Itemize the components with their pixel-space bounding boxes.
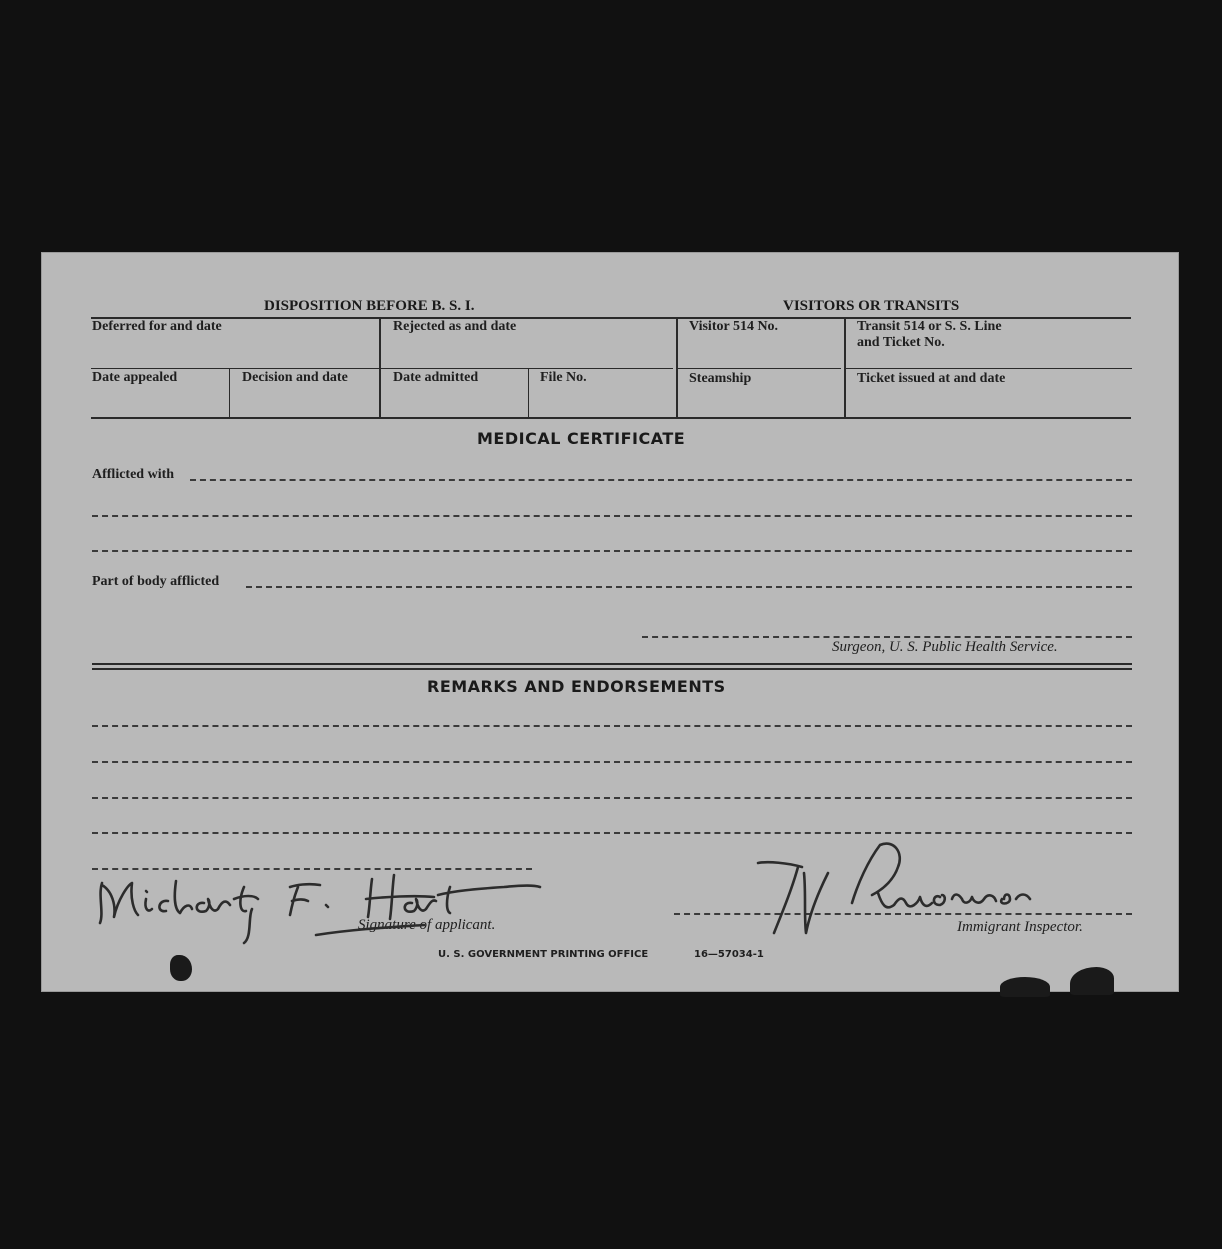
form-number: 16—57034-1 xyxy=(694,949,764,960)
immigration-card xyxy=(42,253,1178,991)
grid-divider-1 xyxy=(379,317,381,417)
double-rule-top xyxy=(92,663,1132,665)
disposition-title: DISPOSITION BEFORE B. S. I. xyxy=(264,298,475,314)
ink-blot xyxy=(170,955,192,981)
afflicted-label: Afflicted with xyxy=(92,467,175,482)
printing-office: U. S. GOVERNMENT PRINTING OFFICE xyxy=(438,949,649,960)
remarks-title: REMARKS AND ENDORSEMENTS xyxy=(427,677,726,696)
double-rule-bottom xyxy=(92,668,1132,670)
applicant-signature xyxy=(94,865,544,945)
visitor-label: Visitor 514 No. xyxy=(689,319,779,334)
remarks-line-1 xyxy=(92,725,1132,727)
decision-label: Decision and date xyxy=(242,370,348,385)
date-appealed-label: Date appealed xyxy=(92,370,178,385)
inspector-caption: Immigrant Inspector. xyxy=(957,919,1083,935)
rejected-label: Rejected as and date xyxy=(393,319,517,334)
part-of-body-line xyxy=(246,586,1132,588)
medical-certificate-title: MEDICAL CERTIFICATE xyxy=(477,429,686,448)
transit-label-line2: and Ticket No. xyxy=(857,335,945,350)
file-no-label: File No. xyxy=(540,370,587,385)
remarks-line-2 xyxy=(92,761,1132,763)
surgeon-caption: Surgeon, U. S. Public Health Service. xyxy=(832,639,1058,655)
steamship-label: Steamship xyxy=(689,371,752,386)
afflicted-line-2 xyxy=(92,515,1132,517)
ink-blot xyxy=(1000,977,1050,997)
deferred-label: Deferred for and date xyxy=(92,319,222,334)
grid-divider-4 xyxy=(229,368,230,417)
grid-mid-rule-left xyxy=(91,368,673,369)
transit-label-line1: Transit 514 or S. S. Line xyxy=(857,319,1002,334)
inspector-signature xyxy=(748,833,1048,943)
surgeon-signature-line xyxy=(642,636,1132,638)
visitors-title: VISITORS OR TRANSITS xyxy=(783,298,960,314)
grid-mid-rule-visitor xyxy=(678,368,841,369)
date-admitted-label: Date admitted xyxy=(393,370,479,385)
grid-divider-3 xyxy=(844,317,846,417)
part-of-body-label: Part of body afflicted xyxy=(92,574,220,589)
remarks-line-3 xyxy=(92,797,1132,799)
ink-blot xyxy=(1070,967,1114,995)
afflicted-line-3 xyxy=(92,550,1132,552)
grid-mid-rule-transit xyxy=(846,368,1132,369)
grid-divider-5 xyxy=(528,368,529,417)
grid-divider-2 xyxy=(676,317,678,417)
ticket-label: Ticket issued at and date xyxy=(857,371,1006,386)
afflicted-line-1 xyxy=(190,479,1132,481)
applicant-caption: Signature of applicant. xyxy=(358,917,496,933)
grid-bottom-rule xyxy=(91,417,1131,419)
